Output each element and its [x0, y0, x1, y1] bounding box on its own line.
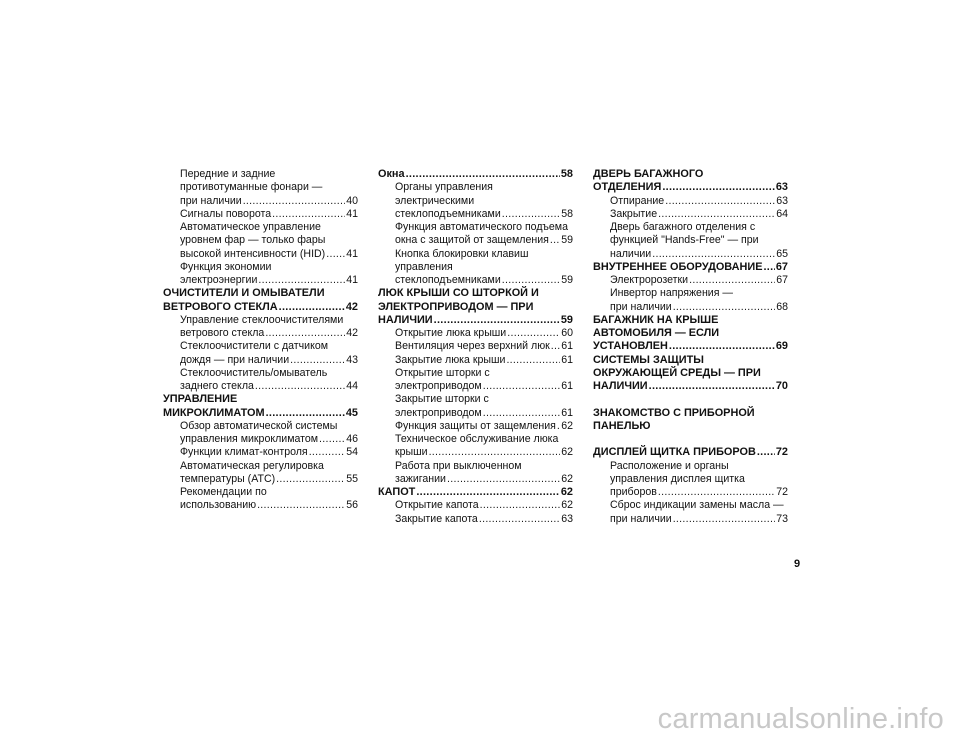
- toc-dot-leader: [658, 486, 775, 499]
- toc-entry-text: Функция защиты от защемления: [395, 419, 556, 432]
- toc-page-number: 61: [561, 380, 573, 392]
- toc-entry: [163, 168, 358, 181]
- toc-entry: [163, 261, 358, 274]
- toc-entry-text: Электророзетки: [610, 274, 689, 286]
- toc-entry[interactable]: [378, 340, 573, 353]
- watermark: carmanualsonline.info: [657, 703, 944, 735]
- toc-entry-text: крыши: [395, 446, 428, 459]
- toc-dot-leader: [483, 407, 560, 420]
- toc-entry-text: СИСТЕМЫ ЗАЩИТЫ: [593, 353, 704, 366]
- toc-entry-text: электроприводом: [395, 380, 482, 392]
- toc-heading: [593, 314, 788, 327]
- toc-entry-text: АВТОМОБИЛЯ — ЕСЛИ: [593, 327, 720, 339]
- toc-dot-leader: [309, 446, 346, 459]
- toc-entry: [378, 248, 573, 261]
- toc-entry-text: Закрытие шторки с: [395, 393, 489, 406]
- toc-dot-leader: [416, 486, 560, 499]
- toc-entry: [163, 420, 358, 433]
- toc-entry-text: электрическими: [395, 194, 475, 207]
- toc-entry-text: Функция экономии: [180, 260, 272, 273]
- toc-dot-leader: [272, 208, 345, 221]
- toc-dot-leader: [658, 208, 775, 221]
- toc-entry[interactable]: [163, 473, 358, 486]
- toc-heading: [163, 393, 358, 406]
- toc-heading: [593, 327, 788, 340]
- toc-page-number: 69: [775, 340, 788, 353]
- toc-entry: [163, 460, 358, 473]
- toc-entry-text: при наличии: [610, 300, 672, 313]
- toc-entry-text: КАПОТ: [378, 486, 416, 498]
- toc-page-number: 70: [775, 380, 788, 392]
- toc-entry[interactable]: [163, 208, 358, 221]
- toc-page-number: 58: [561, 207, 573, 220]
- toc-page-number: 56: [346, 499, 358, 512]
- toc-dot-leader: [652, 248, 775, 261]
- toc-heading[interactable]: [593, 446, 788, 459]
- toc-entry-text: Открытие шторки с: [395, 366, 490, 379]
- toc-entry-text: стеклоподъемниками: [395, 207, 501, 220]
- toc-entry-text: наличии: [610, 247, 652, 260]
- toc-page-number: 64: [776, 207, 788, 220]
- toc-entry-text: при наличии: [180, 194, 242, 207]
- toc-entry: [593, 234, 788, 247]
- toc-page-number: 46: [346, 433, 358, 445]
- toc-page-number: 68: [776, 300, 788, 313]
- toc-entry: [163, 340, 358, 353]
- toc-dot-leader: [551, 340, 560, 353]
- toc-entry: [378, 367, 573, 380]
- toc-dot-leader: [429, 446, 561, 459]
- toc-entry-text: управления микроклиматом: [180, 433, 319, 445]
- toc-dot-leader: [265, 327, 345, 340]
- toc-page-number: 42: [345, 300, 358, 313]
- toc-entry: [163, 314, 358, 327]
- toc-heading[interactable]: [378, 314, 573, 327]
- toc-entry-text: Кнопка блокировки клавиш: [395, 247, 529, 260]
- toc-page-number: 61: [561, 353, 573, 366]
- toc-entry-text: Функция автоматического подъема: [395, 221, 568, 233]
- toc-dot-leader: [276, 473, 345, 486]
- toc-entry-text: функцией "Hands-Free" — при: [610, 234, 759, 247]
- toc-entry[interactable]: [378, 208, 573, 221]
- toc-page-number: 72: [776, 486, 788, 498]
- toc-page-number: 65: [776, 247, 788, 260]
- toc-entry-text: приборов: [610, 486, 657, 498]
- toc-dot-leader: [255, 380, 345, 393]
- toc-page-number: 45: [345, 406, 358, 419]
- toc-entry-text: Дверь багажного отделения с: [610, 221, 756, 233]
- toc-entry[interactable]: [378, 499, 573, 512]
- toc-entry-text: электроэнергии: [180, 274, 258, 286]
- toc-entry-text: Закрытие люка крыши: [395, 353, 506, 366]
- toc-page-number: 59: [560, 313, 573, 326]
- toc-entry-text: управления дисплея щитка: [610, 472, 745, 485]
- toc-entry-text: окна с защитой от защемления: [395, 234, 549, 247]
- toc-dot-leader: [557, 420, 560, 433]
- toc-entry-text: ВЕТРОВОГО СТЕКЛА: [163, 300, 278, 313]
- toc-page-number: 63: [775, 181, 788, 194]
- toc-entry-text: Сигналы поворота: [180, 207, 272, 220]
- toc-entry-text: ОКРУЖАЮЩЕЙ СРЕДЫ — ПРИ: [593, 366, 761, 379]
- toc-entry-text: использованию: [180, 499, 257, 512]
- toc-dot-leader: [290, 354, 345, 367]
- toc-page-number: 63: [561, 512, 573, 525]
- toc-entry-text: НАЛИЧИИ: [593, 380, 648, 392]
- toc-page-number: 59: [561, 274, 573, 286]
- toc-entry-text: Вентиляция через верхний люк: [395, 340, 550, 353]
- toc-entry-text: зажигании: [395, 472, 446, 485]
- toc-entry[interactable]: [163, 380, 358, 393]
- toc-entry[interactable]: [378, 274, 573, 287]
- toc-entry-text: НАЛИЧИИ: [378, 313, 433, 326]
- toc-entry-text: Окна: [378, 168, 405, 180]
- toc-entry-text: МИКРОКЛИМАТОМ: [163, 406, 265, 419]
- toc-entry-text: Управление стеклоочистителями: [180, 313, 344, 326]
- toc-entry-text: стеклоподъемниками: [395, 274, 501, 286]
- toc-entry-text: Закрытие капота: [395, 512, 478, 525]
- toc-entry[interactable]: [163, 433, 358, 446]
- toc-entry[interactable]: [378, 473, 573, 486]
- toc-entry-text: заднего стекла: [180, 380, 254, 392]
- toc-entry-text: Техническое обслуживание люка: [395, 433, 559, 445]
- toc-dot-leader: [506, 354, 560, 367]
- toc-entry-text: Рекомендации по: [180, 486, 267, 498]
- toc-entry-text: Органы управления: [395, 181, 493, 194]
- toc-entry-text: противотуманные фонари —: [180, 181, 323, 194]
- toc-entry[interactable]: [378, 513, 573, 526]
- toc-entry: [378, 261, 573, 274]
- toc-dot-leader: [669, 340, 775, 353]
- toc-entry-text: Расположение и органы: [610, 459, 729, 472]
- toc-entry: [378, 460, 573, 473]
- toc-entry[interactable]: [593, 195, 788, 208]
- toc-entry[interactable]: [163, 195, 358, 208]
- toc-entry: [378, 393, 573, 406]
- toc-dot-leader: [480, 499, 561, 512]
- toc-entry-text: Открытие люка крыши: [395, 327, 507, 339]
- toc-page-number: 58: [560, 168, 573, 180]
- toc-entry[interactable]: [593, 301, 788, 314]
- toc-column-2: [378, 168, 573, 526]
- toc-entry: [163, 181, 358, 194]
- toc-dot-leader: [447, 473, 560, 486]
- toc-entry: [593, 287, 788, 300]
- toc-heading[interactable]: [378, 486, 573, 499]
- toc-dot-leader: [673, 513, 776, 526]
- toc-entry-text: ветрового стекла: [180, 327, 265, 339]
- toc-dot-leader: [665, 195, 775, 208]
- toc-dot-leader: [502, 274, 560, 287]
- toc-entry[interactable]: [378, 380, 573, 393]
- toc-entry[interactable]: [378, 327, 573, 340]
- toc-entry-text: ВНУТРЕННЕЕ ОБОРУДОВАНИЕ: [593, 260, 763, 273]
- toc-heading[interactable]: [163, 407, 358, 420]
- toc-entry[interactable]: [378, 420, 573, 433]
- toc-heading[interactable]: [593, 261, 788, 274]
- toc-heading: [593, 354, 788, 367]
- toc-entry: [163, 486, 358, 499]
- toc-entry-text: УСТАНОВЛЕН: [593, 340, 668, 353]
- toc-entry-text: БАГАЖНИК НА КРЫШЕ: [593, 313, 719, 326]
- toc-entry-text: электроприводом: [395, 406, 482, 419]
- toc-page-number: 62: [561, 419, 573, 432]
- toc-entry: [378, 181, 573, 194]
- toc-entry[interactable]: [378, 446, 573, 459]
- toc-entry: [593, 473, 788, 486]
- toc-entry: [593, 499, 788, 512]
- toc-entry[interactable]: [163, 446, 358, 459]
- toc-entry-text: Отпирание: [610, 194, 665, 207]
- toc-entry-text: ОЧИСТИТЕЛИ И ОМЫВАТЕЛИ: [163, 287, 325, 300]
- toc-entry-text: ПАНЕЛЬЮ: [593, 419, 651, 432]
- toc-entry: [378, 195, 573, 208]
- toc-entry[interactable]: [593, 274, 788, 287]
- toc-heading: [378, 301, 573, 314]
- toc-dot-leader: [319, 433, 345, 446]
- toc-entry-text: Передние и задние: [180, 168, 276, 180]
- toc-dot-leader: [479, 513, 560, 526]
- toc-page-number: 42: [346, 327, 358, 339]
- toc-dot-leader: [757, 446, 775, 459]
- toc-entry-text: ОТДЕЛЕНИЯ: [593, 181, 662, 194]
- toc-page-number: 43: [346, 353, 358, 366]
- toc-page-number: 73: [776, 512, 788, 525]
- toc-entry-text: Открытие капота: [395, 499, 479, 512]
- toc-column-1: [163, 168, 358, 513]
- page-number: 9: [794, 558, 801, 570]
- toc-entry-text: Работа при выключенном: [395, 459, 522, 472]
- toc-page-number: 60: [561, 327, 573, 339]
- toc-entry: [163, 221, 358, 234]
- toc-entry[interactable]: [378, 234, 573, 247]
- toc-entry-text: ЗНАКОМСТВО С ПРИБОРНОЙ: [593, 406, 755, 419]
- toc-heading: [593, 168, 788, 181]
- toc-entry-text: Автоматическая регулировка: [180, 459, 324, 472]
- toc-entry[interactable]: [163, 327, 358, 340]
- toc-page-number: 41: [346, 247, 358, 260]
- toc-page-number: 41: [346, 274, 358, 286]
- toc-heading: [163, 287, 358, 300]
- toc-column-3: [593, 168, 788, 526]
- toc-entry-text: высокой интенсивности (HID): [180, 247, 326, 260]
- toc-page-number: 61: [561, 406, 573, 419]
- toc-spacer: [593, 433, 788, 446]
- toc-page-number: 59: [561, 234, 573, 247]
- toc-page-number: 40: [346, 194, 358, 207]
- toc-dot-leader: [257, 499, 345, 512]
- toc-entry-text: Функции климат-контроля: [180, 446, 308, 459]
- toc-entry-text: при наличии: [610, 512, 672, 525]
- toc-entry: [593, 221, 788, 234]
- toc-dot-leader: [673, 301, 776, 314]
- toc-heading: [593, 420, 788, 433]
- toc-heading[interactable]: [593, 340, 788, 353]
- toc-entry-text: Стеклоочистители с датчиком: [180, 340, 328, 353]
- toc-page-number: 41: [346, 207, 358, 220]
- toc-heading[interactable]: [593, 380, 788, 393]
- toc-entry: [378, 221, 573, 234]
- toc-entry-text: ЛЮК КРЫШИ СО ШТОРКОЙ И: [378, 287, 539, 300]
- toc-dot-leader: [483, 380, 560, 393]
- toc-dot-leader: [689, 274, 775, 287]
- toc-heading: [593, 407, 788, 420]
- toc-page-number: 54: [346, 446, 358, 459]
- toc-heading[interactable]: [593, 181, 788, 194]
- toc-page-number: 44: [346, 380, 358, 392]
- toc-heading: [378, 287, 573, 300]
- toc-entry[interactable]: [163, 499, 358, 512]
- toc-spacer: [593, 393, 788, 406]
- toc-entry-text: Обзор автоматической системы: [180, 419, 338, 432]
- toc-dot-leader: [763, 261, 774, 274]
- toc-heading[interactable]: [163, 301, 358, 314]
- toc-entry-text: ДИСПЛЕЙ ЩИТКА ПРИБОРОВ: [593, 446, 756, 459]
- toc-entry-text: Стеклоочиститель/омыватель: [180, 366, 328, 379]
- toc-entry: [593, 460, 788, 473]
- toc-page-number: 67: [776, 274, 788, 286]
- toc-dot-leader: [550, 234, 560, 247]
- toc-entry: [163, 234, 358, 247]
- toc-entry[interactable]: [378, 354, 573, 367]
- toc-entry-text: Автоматическое управление: [180, 221, 321, 233]
- toc-page-number: 55: [346, 472, 358, 485]
- toc-entry-text: управления: [395, 260, 453, 273]
- toc-entry-text: уровнем фар — только фары: [180, 234, 326, 247]
- toc-entry[interactable]: [378, 407, 573, 420]
- toc-dot-leader: [434, 314, 560, 327]
- toc-entry-text: Закрытие: [610, 207, 658, 220]
- toc-entry-text: температуры (ATC): [180, 472, 276, 485]
- toc-heading: [593, 367, 788, 380]
- toc-dot-leader: [266, 407, 345, 420]
- toc-page-number: 63: [776, 194, 788, 207]
- toc-dot-leader: [406, 168, 560, 181]
- toc-entry[interactable]: [593, 486, 788, 499]
- toc-page-number: 72: [775, 446, 788, 459]
- toc-dot-leader: [258, 274, 345, 287]
- toc-dot-leader: [502, 208, 560, 221]
- toc-page-number: 62: [560, 486, 573, 498]
- toc-entry[interactable]: [593, 513, 788, 526]
- toc-entry-text: дождя — при наличии: [180, 353, 290, 366]
- toc-entry[interactable]: [163, 248, 358, 261]
- toc-page-number: 62: [561, 446, 573, 459]
- toc-entry: [378, 433, 573, 446]
- toc-entry-text: УПРАВЛЕНИЕ: [163, 393, 238, 406]
- toc-dot-leader: [662, 181, 775, 194]
- toc-page-number: 61: [561, 340, 573, 353]
- toc-entry-text: ЭЛЕКТРОПРИВОДОМ — ПРИ: [378, 300, 534, 313]
- toc-page-number: 62: [561, 472, 573, 485]
- toc-dot-leader: [507, 327, 560, 340]
- toc-entry-text: Сброс индикации замены масла —: [610, 499, 784, 512]
- toc-page-number: 62: [561, 499, 573, 512]
- toc-dot-leader: [649, 380, 775, 393]
- toc-dot-leader: [279, 301, 345, 314]
- toc-dot-leader: [243, 195, 346, 208]
- toc-entry[interactable]: [163, 354, 358, 367]
- toc-entry-text: Инвертор напряжения —: [610, 287, 733, 300]
- toc-entry: [163, 367, 358, 380]
- toc-entry[interactable]: [593, 248, 788, 261]
- toc-dot-leader: [326, 248, 345, 261]
- toc-entry[interactable]: [593, 208, 788, 221]
- toc-heading[interactable]: [378, 168, 573, 181]
- toc-page-number: 67: [775, 260, 788, 273]
- toc-entry[interactable]: [163, 274, 358, 287]
- toc-entry-text: ДВЕРЬ БАГАЖНОГО: [593, 168, 704, 180]
